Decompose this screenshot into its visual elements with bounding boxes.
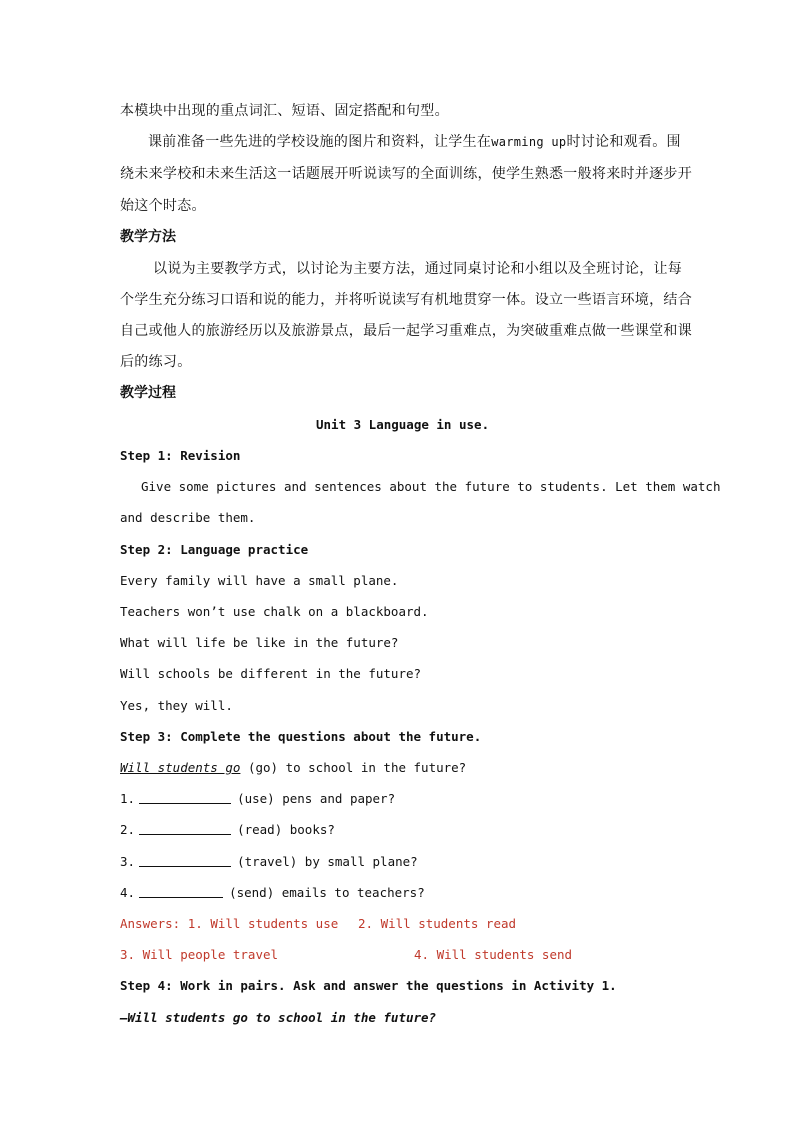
answer-blank[interactable] xyxy=(139,854,231,867)
answer-3: 3. Will people travel xyxy=(120,947,279,962)
prep-line-2: 绕未来学校和未来生活这一话题展开听说读写的全面训练，使学生熟悉一般将来时并逐步开 xyxy=(120,166,692,182)
practice-sentence: Teachers won’t use chalk on a blackboard. xyxy=(120,604,429,619)
step3-title: Step 3: Complete the questions about the future. xyxy=(120,729,482,744)
practice-sentence: Yes, they will. xyxy=(120,698,233,713)
practice-sentence: Will schools be different in the future? xyxy=(120,666,422,681)
prep-text-en: warming up xyxy=(491,135,567,149)
answer-4: 4. Will students send xyxy=(414,947,573,962)
step3-example xyxy=(120,758,466,778)
step2-title: Step 2: Language practice xyxy=(120,542,309,557)
answer-blank[interactable] xyxy=(139,885,223,898)
methods-line-1: 以说为主要教学方式，以讨论为主要方法，通过同桌讨论和小组以及全班讨论，让每 xyxy=(153,261,683,277)
methods-line-2: 个学生充分练习口语和说的能力，并将听说读写有机地贯穿一体。设立一些语言环境，结合 xyxy=(120,292,692,308)
answer-blank[interactable] xyxy=(139,822,231,835)
question-number: 3. xyxy=(120,854,136,869)
methods-line-3: 自己或他人的旅游经历以及旅游景点，最后一起学习重难点，为突破重难点做一些课堂和课 xyxy=(120,323,692,339)
dialogue-line: —Will students go to school in the future? xyxy=(120,1010,437,1025)
example-rest: (go) to school in the future? xyxy=(247,760,467,775)
answers-line-1 xyxy=(120,914,338,934)
intro-line-1: 本模块中出现的重点词汇、短语、固定搭配和句型。 xyxy=(120,103,449,119)
unit-title: Unit 3 Language in use. xyxy=(316,417,490,432)
example-answer: Will students go xyxy=(120,760,241,775)
prep-text-b: 时讨论和观看。围 xyxy=(566,134,681,150)
question-number: 1. xyxy=(120,791,136,806)
question-rest: (send) emails to teachers? xyxy=(229,885,425,900)
answers-label: Answers: xyxy=(120,916,181,931)
practice-sentence: What will life be like in the future? xyxy=(120,635,399,650)
prep-line-1 xyxy=(148,132,681,152)
step4-title: Step 4: Work in pairs. Ask and answer the questions in Activity 1. xyxy=(120,978,617,993)
question-number: 4. xyxy=(120,885,136,900)
prep-line-3: 始这个时态。 xyxy=(120,198,206,214)
question-item xyxy=(120,820,335,840)
answer-1: 1. Will students use xyxy=(187,916,339,931)
prep-text-a: 课前准备一些先进的学校设施的图片和资料，让学生在 xyxy=(148,134,492,150)
question-rest: (travel) by small plane? xyxy=(237,854,418,869)
process-heading: 教学过程 xyxy=(120,385,176,401)
question-rest: (use) pens and paper? xyxy=(237,791,396,806)
question-item xyxy=(120,789,395,809)
step1-line-1: Give some pictures and sentences about the future to students. Let them watch xyxy=(141,479,721,494)
methods-heading: 教学方法 xyxy=(120,229,176,245)
answer-2: 2. Will students read xyxy=(358,916,517,931)
answer-blank[interactable] xyxy=(139,791,231,804)
methods-line-4: 后的练习。 xyxy=(120,354,192,370)
step1-title: Step 1: Revision xyxy=(120,448,241,463)
question-number: 2. xyxy=(120,822,136,837)
question-item xyxy=(120,883,425,903)
step1-line-2: and describe them. xyxy=(120,510,256,525)
question-item xyxy=(120,852,418,872)
practice-sentence: Every family will have a small plane. xyxy=(120,573,399,588)
question-rest: (read) books? xyxy=(237,822,335,837)
